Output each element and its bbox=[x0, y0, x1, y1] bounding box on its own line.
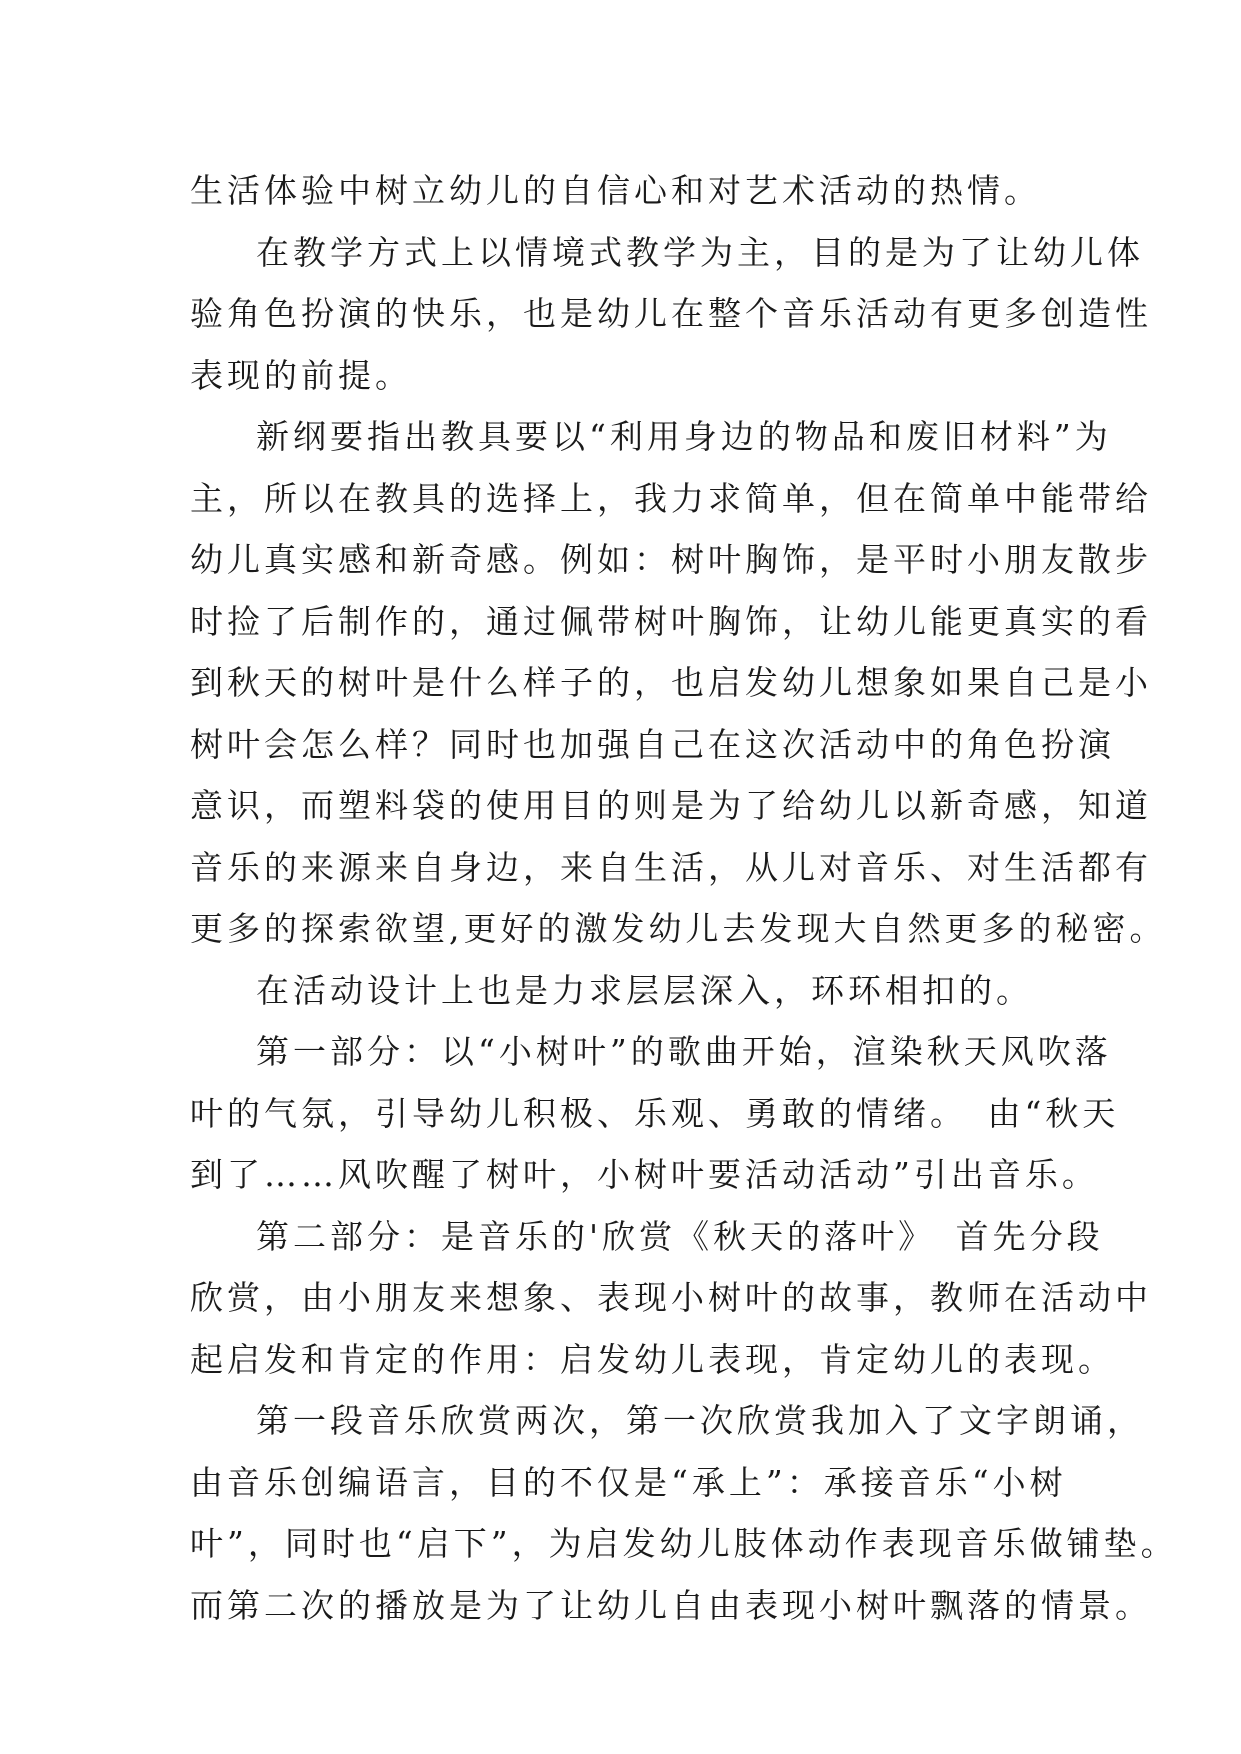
text-line: 验角色扮演的快乐，也是幼儿在整个音乐活动有更多创造性 bbox=[190, 294, 1152, 333]
text-line: 而第二次的播放是为了让幼儿自由表现小树叶飘落的情景。 bbox=[190, 1585, 1152, 1625]
text-line: 第一部分：以“小树叶”的歌曲开始，渲染秋天风吹落 bbox=[256, 1032, 1112, 1071]
text-line: 第二部分：是音乐的'欣赏《秋天的落叶》 首先分段 bbox=[256, 1216, 1104, 1256]
text-line: 在活动设计上也是力求层层深入，环环相扣的。 bbox=[256, 970, 1033, 1010]
text-line: 到了……风吹醒了树叶，小树叶要活动活动”引出音乐。 bbox=[190, 1155, 1099, 1194]
text-line: 欣赏，由小朋友来想象、表现小树叶的故事，教师在活动中 bbox=[190, 1278, 1152, 1317]
text-line: 叶的气氛，引导幼儿积极、乐观、勇敢的情绪。 由“秋天 bbox=[190, 1093, 1120, 1133]
text-line: 新纲要指出教具要以“利用身边的物品和废旧材料”为 bbox=[256, 417, 1112, 456]
text-line: 树叶会怎么样？同时也加强自己在这次活动中的角色扮演 bbox=[190, 724, 1115, 764]
text-line: 时捡了后制作的，通过佩带树叶胸饰，让幼儿能更真实的看 bbox=[190, 601, 1152, 641]
text-line: 幼儿真实感和新奇感。例如：树叶胸饰，是平时小朋友散步 bbox=[190, 540, 1152, 579]
text-line: 由音乐创编语言，目的不仅是“承上”：承接音乐“小树 bbox=[190, 1462, 1067, 1502]
text-line: 生活体验中树立幼儿的自信心和对艺术活动的热情。 bbox=[190, 171, 1041, 210]
text-line: 叶”，同时也“启下”，为启发幼儿肢体动作表现音乐做铺垫。 bbox=[190, 1524, 1178, 1563]
text-line: 主，所以在教具的选择上，我力求简单，但在简单中能带给 bbox=[190, 478, 1152, 518]
text-line: 意识，而塑料袋的使用目的则是为了给幼儿以新奇感，知道 bbox=[190, 786, 1152, 825]
text-line: 到秋天的树叶是什么样子的，也启发幼儿想象如果自己是小 bbox=[190, 663, 1152, 702]
text-line: 音乐的来源来自身边，来自生活，从儿对音乐、对生活都有 bbox=[190, 847, 1152, 887]
text-line: 第一段音乐欣赏两次，第一次欣赏我加入了文字朗诵， bbox=[256, 1401, 1144, 1440]
text-line: 起启发和肯定的作用：启发幼儿表现，肯定幼儿的表现。 bbox=[190, 1339, 1115, 1379]
document-body bbox=[190, 160, 1178, 1636]
text-line: 更多的探索欲望,更好的激发幼儿去发现大自然更多的秘密。 bbox=[190, 909, 1167, 948]
text-line: 在教学方式上以情境式教学为主，目的是为了让幼儿体 bbox=[256, 232, 1144, 272]
text-line: 表现的前提。 bbox=[190, 355, 412, 395]
